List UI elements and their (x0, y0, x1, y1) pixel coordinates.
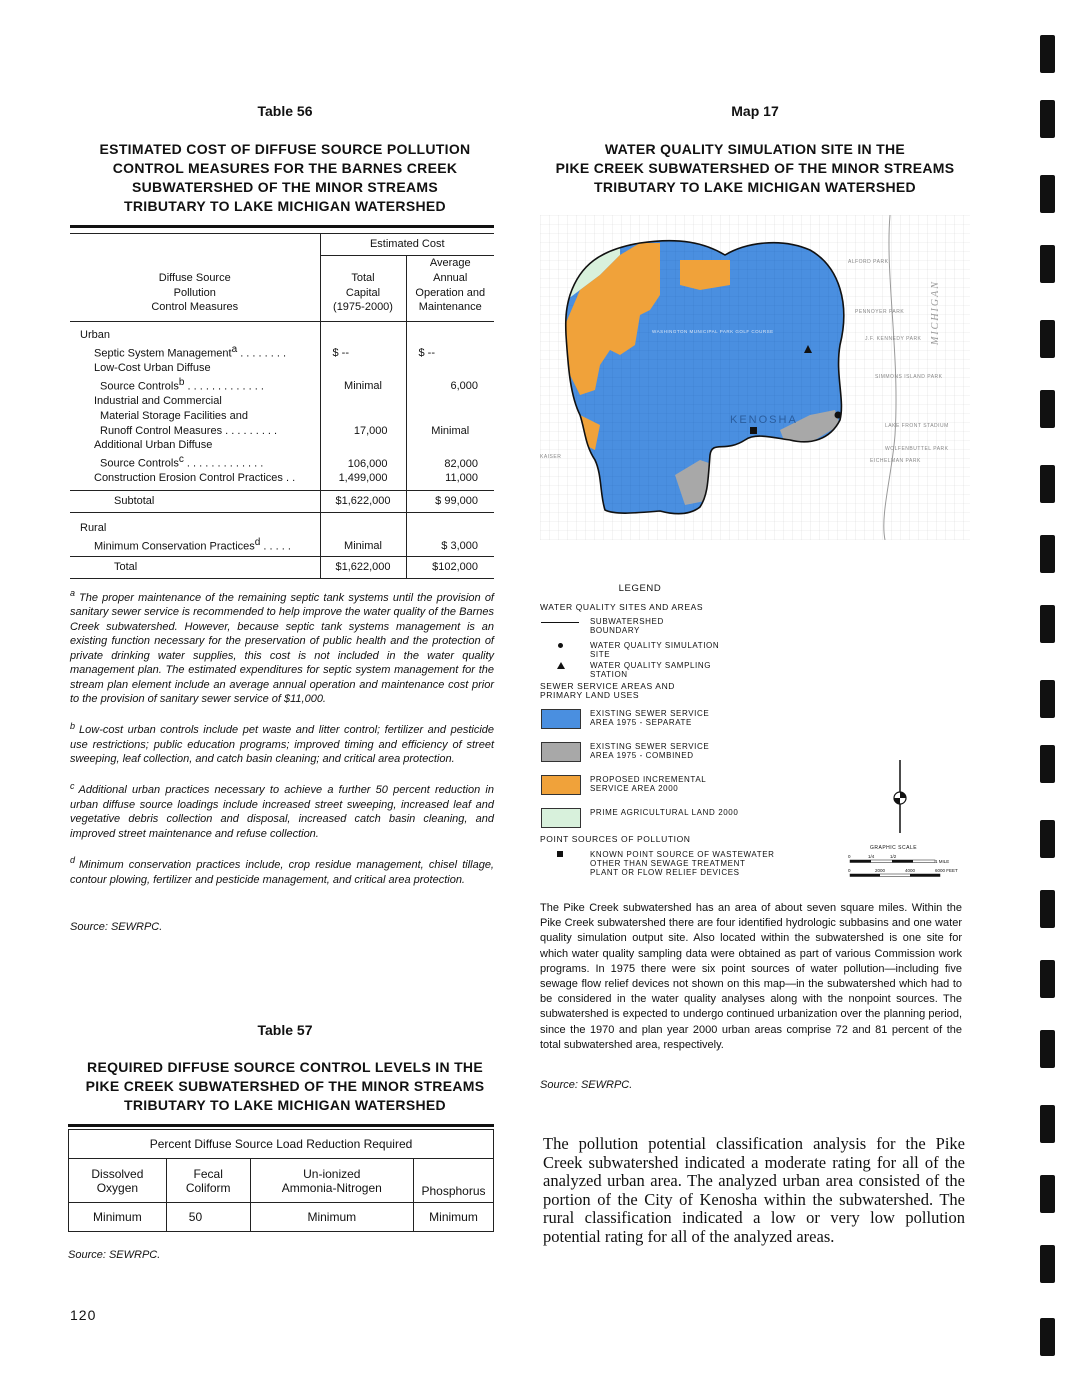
sampling-station-symbol (557, 662, 565, 669)
col-phosphorus: Phosphorus (414, 1159, 494, 1203)
table57-title: REQUIRED DIFFUSE SOURCE CONTROL LEVELS IN THE PIKE CREEK SUBWATERSHED OF THE MINOR STREAMS TRIBUTARY TO LAKE MICHIGAN WATERSHED (85, 1059, 485, 1113)
binder-tab-mark (1040, 320, 1055, 358)
point-source-symbol (557, 851, 563, 857)
binder-tab-mark (1040, 1105, 1055, 1143)
col-ammonia: Un-ionized Ammonia-Nitrogen (250, 1159, 413, 1203)
legend-existing-combined: EXISTING SEWER SERVICE AREA 1975 - COMBINED (590, 742, 710, 760)
separate-swatch (541, 709, 581, 729)
table-row: Minimum Conservation Practices$^d$ . . . . . Minimal $ 3,000 (70, 536, 494, 557)
binder-tab-mark (1040, 465, 1055, 503)
footnote: $^c$ Additional urban practices necessary to achieve a further 50 percent reduction in urban diffuse source loadings include increased street sweeping, increased leaf and vegetative debris collection and disposal, increased catch basin cleaning, and improved street maintenance and refuse collection. (70, 780, 494, 840)
label-wolfenbuttel-park: WOLFENBUTTEL PARK (885, 446, 949, 452)
legend-section-sewer: SEWER SERVICE AREAS AND PRIMARY LAND USES (540, 681, 676, 700)
legend-simulation-site: WATER QUALITY SIMULATION SITE (590, 641, 720, 659)
binder-tab-mark (1040, 100, 1055, 138)
col-dissolved-oxygen: Dissolved Oxygen (69, 1159, 167, 1203)
binder-tab-mark (1040, 820, 1055, 858)
binder-tab-mark (1040, 960, 1055, 998)
page-number: 120 (70, 1307, 97, 1323)
binder-tab-mark (1040, 1245, 1055, 1283)
label-lake-michigan: MICHIGAN (930, 280, 941, 345)
legend-agricultural: PRIME AGRICULTURAL LAND 2000 (590, 808, 739, 817)
table-row: Minimum 50 Minimum Minimum (69, 1203, 494, 1232)
agricultural-swatch (541, 808, 581, 828)
table-row: Septic System Management$^a$ . . . . . . . . $ -- $ -- (70, 343, 494, 361)
legend-existing-separate: EXISTING SEWER SERVICE AREA 1975 - SEPARATE (590, 709, 710, 727)
svg-text:0: 0 (848, 868, 851, 873)
label-kaiser: KAISER (540, 454, 562, 460)
svg-text:0: 0 (848, 854, 851, 859)
subtotal-row: Subtotal $1,622,000 $ 99,000 (70, 491, 494, 513)
total-row: Total $1,622,000 $102,000 (70, 557, 494, 579)
label-simmons-park: SIMMONS ISLAND PARK (875, 374, 943, 380)
closing-paragraph: The pollution potential classification analysis for the Pike Creek subwatershed indicated a moderate rating for all of the analyzed urban area. The analyzed urban area consisted of the portion of the City of Kenosha within the subwatershed. The rural classification indicated a low or very low pollution potential rating for all of the analyzed areas. (543, 1134, 965, 1246)
col-fecal-coliform: Fecal Coliform (166, 1159, 250, 1203)
legend-title: LEGEND (618, 583, 662, 594)
label-kennedy-park: J.F. KENNEDY PARK (865, 336, 922, 342)
svg-text:4000: 4000 (905, 868, 916, 873)
binder-tab-mark (1040, 175, 1055, 213)
col-annual-header: Average Annual Operation and Maintenance (406, 256, 494, 322)
table57-number: Table 57 (257, 1022, 313, 1038)
svg-text:1 MILE: 1 MILE (935, 859, 950, 864)
legend-known-point: KNOWN POINT SOURCE OF WASTEWATER OTHER THAN SEWAGE TREATMENT PLANT OR FLOW RELIEF DEVICES (590, 850, 775, 877)
map17-title: WATER QUALITY SIMULATION SITE IN THE PIKE CREEK SUBWATERSHED OF THE MINOR STREAMS TRIBUTARY TO LAKE MICHIGAN WATERSHED (555, 141, 955, 195)
table-row: Construction Erosion Control Practices . . 1,499,000 11,000 (70, 471, 494, 490)
table56-number: Table 56 (257, 103, 313, 119)
binder-tab-mark (1040, 890, 1055, 928)
footnote: $^d$ Minimum conservation practices include, crop residue management, chisel tillage, contour plowing, fertilizer and pesticide management, and critical area protection. (70, 855, 494, 886)
legend-section-sites: WATER QUALITY SITES AND AREAS (540, 602, 704, 612)
label-pennoyer-park: PENNOYER PARK (855, 309, 905, 315)
footnote: $^b$ Low-cost urban controls include pet waste and litter control; fertilizer and pesticide use restrictions; public education programs; improved timing and efficiency of street sweeping, leaf collection, and catch basin cleaning; and critical area protection. (70, 720, 494, 766)
urban-label: Urban (70, 322, 320, 343)
label-lakefront-stadium: LAKE FRONT STADIUM (885, 423, 949, 429)
map17-figure (540, 215, 970, 540)
table-row: Additional Urban Diffuse Source Controls$^c$ . . . . . . . . . . . . . 106,000 82,000 (70, 438, 494, 471)
table57 (68, 1129, 494, 1232)
svg-text:2000: 2000 (875, 868, 886, 873)
binder-tab-mark (1040, 1318, 1055, 1356)
table56-source: Source: SEWRPC. (70, 921, 163, 933)
map17-number: Map 17 (731, 103, 779, 119)
legend-proposed: PROPOSED INCREMENTAL SERVICE AREA 2000 (590, 775, 707, 793)
binder-tab-mark (1040, 1175, 1055, 1213)
point-source-marker (750, 427, 757, 434)
svg-text:1/4: 1/4 (868, 854, 875, 859)
table-row: Industrial and Commercial Material Storage Facilities and Runoff Control Measures . . . . . . . . . 17,000 Minimal (70, 394, 494, 438)
proposed-swatch (541, 775, 581, 795)
north-arrow-icon (885, 758, 915, 838)
label-golf-course: WASHINGTON MUNICIPAL PARK GOLF COURSE (652, 329, 774, 334)
table-row: Low-Cost Urban Diffuse Source Controls$^b$ . . . . . . . . . . . . . Minimal 6,000 (70, 361, 494, 394)
binder-tab-mark (1040, 1030, 1055, 1068)
combined-swatch (541, 742, 581, 762)
simulation-site-symbol (558, 643, 563, 648)
table56-notes (70, 586, 494, 899)
table57-top-rule (68, 1124, 494, 1127)
scale-title: GRAPHIC SCALE (870, 845, 918, 851)
table57-source: Source: SEWRPC. (68, 1249, 161, 1261)
binder-tab-mark (1040, 680, 1055, 718)
label-eichelman-park: EICHELMAN PARK (870, 458, 921, 464)
svg-text:6000 FEET: 6000 FEET (935, 868, 958, 873)
legend-boundary: SUBWATERSHED BOUNDARY (590, 617, 664, 635)
legend-sampling-station: WATER QUALITY SAMPLING STATION (590, 661, 712, 679)
table57-header: Percent Diffuse Source Load Reduction Required (69, 1130, 494, 1159)
map17-source: Source: SEWRPC. (540, 1079, 633, 1091)
map17-description: The Pike Creek subwatershed has an area of about seven square miles. Within the Pike Creek subwatershed there are four identified hydrologic subbasins and one water quality simulation output site. Also located within the subwatershed is one site for which water quality sampling data were obtained as part of various Commission work programs. In 1975 there were six point sources of water pollution—including five sewage flow relief devices not shown on this map—in the subwatershed which had to be considered in the water quality analyses along with the nonpoint sources. The subwatershed is expected to undergo continued urbanization over the planning period, since the 1970 and plan year 2000 urban areas comprise 72 and 81 percent of the total subwatershed area, respectively. (540, 902, 962, 1051)
col-measures-header: Diffuse Source Pollution Control Measures (151, 271, 239, 314)
svg-text:1/2: 1/2 (890, 854, 897, 859)
rural-label: Rural (70, 513, 320, 536)
binder-tab-mark (1040, 745, 1055, 783)
col-total-header: Total Capital (1975-2000) (320, 256, 406, 322)
binder-tab-mark (1040, 245, 1055, 283)
legend-section-point: POINT SOURCES OF POLLUTION (540, 834, 691, 844)
binder-tab-mark (1040, 390, 1055, 428)
estimated-cost-header: Estimated Cost (320, 234, 494, 256)
binder-tab-mark (1040, 35, 1055, 73)
label-alford-park: ALFORD PARK (848, 259, 889, 265)
binder-tab-mark (1040, 605, 1055, 643)
table56-title: ESTIMATED COST OF DIFFUSE SOURCE POLLUTION CONTROL MEASURES FOR THE BARNES CREEK SUBWATERSHED OF THE MINOR STREAMS TRIBUTARY TO LAKE MICHIGAN WATERSHED (99, 141, 471, 214)
graphic-scale (845, 852, 970, 882)
simulation-site-marker (835, 412, 842, 419)
table56-top-rule (70, 225, 494, 228)
binder-tab-mark (1040, 535, 1055, 573)
label-kenosha: KENOSHA (730, 414, 798, 426)
table56 (70, 233, 494, 579)
footnote: $^a$ The proper maintenance of the remaining septic tank systems until the provision of sanitary sewer service is recommended to help improve the water quality of the Barnes Creek subwatershed. However, because septic tank systems management is an existing function necessary for the preservation of public health and the protection of private drinking water supplies, this cost is not included in the water quality management plan. The estimated expenditures for septic system management for the stream plan element include an average annual operation and maintenance cost prior to the provision of sanitary sewer service of $11,000. (70, 588, 494, 706)
boundary-line-symbol (541, 622, 579, 623)
